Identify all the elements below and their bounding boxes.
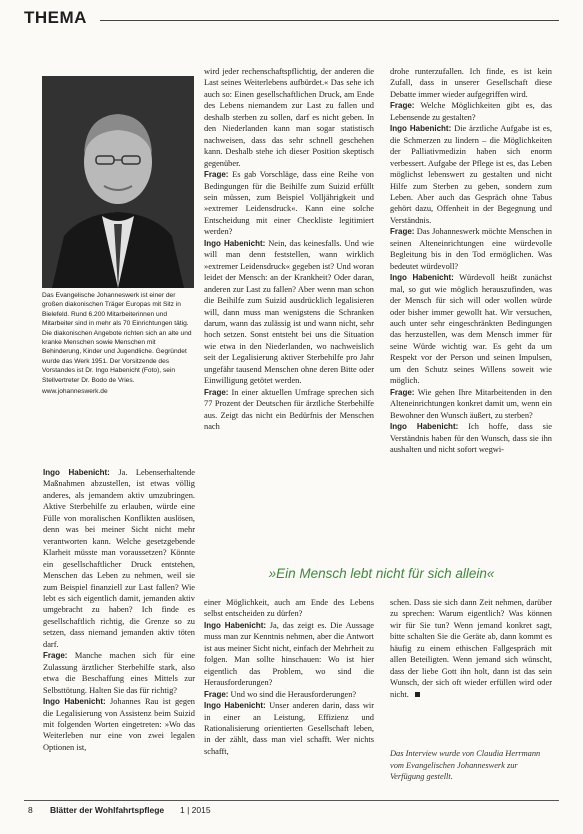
paragraph-text: In einer aktuellen Umfrage sprechen sich 77 Prozent der Deutschen für ärztliche Sterbehilfe aus. Zeigt das nicht ein Bedürfnis der Menschen nach — [204, 387, 374, 432]
paragraph-text: Ja, das zeigt es. Die Aussage muss man zur Kenntnis nehmen, aber die Antwort ist aus meiner Sicht nicht, einfach der Mehrheit zu folgen. Man sollte hinschauen: Wo ist hier eigentlich das Problem, wo sind die Herausforderungen? — [204, 620, 374, 688]
paragraph — [204, 66, 374, 169]
speaker-label: Frage: — [204, 170, 229, 180]
column-2-text — [204, 66, 374, 433]
speaker-label: Frage: — [204, 689, 229, 699]
speaker-label: Frage: — [390, 227, 415, 237]
column-2-lower-text — [204, 597, 374, 757]
paragraph-text: Ich hoffe, dass sie Verständnis haben für den Wunsch, dass sie ihn aushalten und nicht sofort wegwi- — [390, 422, 552, 454]
speaker-label: Frage: — [43, 651, 68, 661]
paragraph — [204, 620, 374, 689]
paragraph — [390, 66, 552, 100]
portrait-illustration — [42, 76, 194, 288]
paragraph-text: Nein, das keinesfalls. Und wie will man denn feststellen, wann wirklich »extremer Leidensdruck« gegeben ist? Und woran leidet der Mensch: an der Krankheit? Oder daran, anderen zur Last zu fallen? Aber wenn man schon die Beihilfe zum Suizid ausdrücklich legalisieren will, dann muss man wenigstens die Schranken darum, wann das zulässig ist und wann nicht, sehr hoch setzen. Sonst entsteht bei uns die Situation wie etwa in den Niederlanden, wo nachweislich seit der Legalisierung aktiver Sterbehilfe pro Jahr ungefähr tausend Menschen ohne deren Bitte oder Einwilligung getötet werden. — [204, 238, 374, 386]
paragraph — [204, 238, 374, 387]
paragraph-text: schen. Dass sie sich dann Zeit nehmen, darüber zu sprechen: Warum eigentlich? Was können wir für Sie tun? Wenn jemand konkret sagt, bitte schalten Sie die Geräte ab, dann kommt es häufig zu einem ethischen Fallgespräch mit allen Beteiligten. Wenn jemand sich wünscht, dass der liebe Gott ihn holt, dann ist das sein Wunsch, der sich oft wieder erfüllen wird oder nicht. — [390, 598, 552, 699]
paragraph-text: Die ärztliche Aufgabe ist es, die Schmerzen zu lindern – die Möglichkeiten der Palliativmedizin haben sich enorm verbessert. Aufgabe der Pflege ist es, das Leben möglichst lebenswert zu gestalten und nicht Hilfe zum Sterben zu geben, sondern zum Leben. Aber auch das Gespräch ohne Tabus gehört dazu, Offenheit in der Begegnung und Verständnis. — [390, 124, 552, 225]
speaker-label: Frage: — [390, 387, 415, 397]
speaker-label: Ingo Habenicht: — [43, 468, 110, 477]
portrait-photo — [42, 76, 194, 288]
paragraph-text: Es gab Vorschläge, dass eine Reihe von Bedingungen für die Beihilfe zum Suizid erfüllt sein müssen, zum Beispiel Volljährigkeit und »extremer Leidensdruck«. Kann eine solche Entscheidung mit einer Checkliste legitimiert werden? — [204, 170, 374, 237]
issue-number: 1 | 2015 — [180, 805, 211, 815]
page-number: 8 — [28, 805, 33, 815]
paragraph — [390, 597, 552, 700]
speaker-label: Frage: — [390, 101, 415, 111]
paragraph — [204, 169, 374, 238]
header-rule — [100, 20, 559, 21]
paragraph-text: einer Möglichkeit, auch am Ende des Lebens selbst entscheiden zu dürfen? — [204, 598, 374, 619]
column-3-lower-text — [390, 597, 552, 700]
column-1-text — [43, 467, 195, 753]
speaker-label: Frage: — [204, 387, 229, 397]
paragraph — [390, 226, 552, 272]
paragraph — [390, 387, 552, 421]
paragraph-text: Welche Möglichkeiten gibt es, das Lebensende zu gestalten? — [390, 101, 552, 122]
end-of-article-mark — [415, 692, 420, 697]
paragraph-text: drohe runterzufallen. Ich finde, es ist kein Zufall, dass in unserer Gesellschaft diese Debatte immer wieder aufgegriffen wird. — [390, 67, 552, 99]
paragraph — [390, 100, 552, 123]
journal-title: Blätter der Wohlfahrtspflege — [50, 805, 165, 815]
pull-quote: »Ein Mensch lebt nicht für sich allein« — [268, 566, 495, 581]
paragraph — [43, 650, 195, 696]
photo-caption — [42, 291, 194, 396]
paragraph — [204, 689, 374, 700]
caption-text: Das Evangelische Johanneswerk ist einer der großen diakonischen Träger Europas mit Sitz in Bielefeld. Rund 6.200 Mitarbeiterinnen und Mitarbeiter sind in mehr als 70 Einrichtungen tätig. Die diakonischen Angebote richten sich an alte und kranke Menschen sowie Menschen mit Behinderung, Kinder und Jugendliche. Gegründet wurde das Werk 1951. Der Vorsitzende des Vorstandes ist Dr. Ingo Habenicht (Foto), sein Stellvertreter Dr. Bodo de Vries. — [42, 292, 192, 384]
paragraph — [204, 597, 374, 620]
paragraph-text: Wie gehen Ihre Mitarbeitenden in den Alteneinrichtungen konkret damit um, wenn ein Bewohner den Wunsch äußert, zu sterben? — [390, 387, 552, 420]
paragraph-text: Das Johanneswerk möchte Menschen in seinen Alteneinrichtungen eine würdevolle Begleitung bis in den Tod ermöglichen. Was bedeutet würdevoll? — [390, 227, 552, 271]
journal-name — [50, 805, 164, 815]
paragraph — [390, 272, 552, 387]
speaker-label: Ingo Habenicht: — [390, 422, 459, 432]
paragraph — [204, 387, 374, 433]
paragraph — [43, 696, 195, 753]
section-title: THEMA — [24, 8, 87, 27]
paragraph — [390, 421, 552, 455]
speaker-label: Ingo Habenicht: — [204, 620, 267, 630]
column-3-text — [390, 66, 552, 455]
paragraph-text: Johannes Rau ist gegen die Legalisierung von Assistenz beim Suizid mit folgenden Worten eingetreten: »Wo das Weiterleben nur eine von zwei legalen Optionen ist, — [43, 697, 195, 752]
paragraph-text: wird jeder rechenschaftspflichtig, der anderen die Last seines Weiterlebens aufbürdet.« Das sehe ich auch so: Einen gesellschaftlichen Druck, am Ende des Lebens niemandem zur Last zu fallen und deshalb sterben zu sollen, darf es nicht geben. In den Niederlanden kann man sogar statistisch nachweisen, dass das sehr schnell geschehen kann. Deshalb stehe ich dieser Position skeptisch gegenüber. — [204, 67, 374, 168]
paragraph-text: Würdevoll heißt zunächst mal, so gut wie möglich herauszufinden, was der Mensch für sich will oder wollen würde oder bisher immer gewollt hat. Wir versuchen, auch unter sehr eingeschränkten Bedingungen das herzustellen, was dem Mensch immer für seine Würde wichtig war. Es geht da um Respekt vor der Person und seinen Impulsen, um den Schutz seines Willens soweit wie möglich. — [390, 273, 552, 386]
speaker-label: Ingo Habenicht: — [390, 273, 454, 283]
caption-website-link[interactable]: www.johanneswerk.de — [42, 388, 108, 396]
paragraph-text: Und wo sind die Herausforderungen? — [228, 689, 357, 699]
speaker-label: Ingo Habenicht: — [43, 697, 106, 707]
footer-rule — [24, 800, 559, 801]
paragraph-text: Manche machen sich für eine Zulassung ärztlicher Sterbehilfe stark, also etwa die Beschaffung eines Mittels zur Selbsttötung. Halten Sie das für richtig? — [43, 651, 195, 695]
paragraph — [43, 467, 195, 650]
interview-credit: Das Interview wurde von Claudia Herrmann vom Evangelischen Johanneswerk zur Verfügung gestellt. — [390, 749, 541, 781]
paragraph — [204, 700, 374, 757]
paragraph-text: Ja. Lebenserhaltende Maßnahmen abzustellen, ist etwas völlig anderes, als jemandem aktiv umzubringen. Aktive Sterbehilfe zu erlauben, würde eine Fülle von moralischen Konflikten auslösen, denn was bei meiner Sicht nicht mehr verantworten kann. Welche gesetzgebende Klarheit müsste man voraussetzen? Könnte ein gesellschaftlicher Druck entstehen, Menschen das Leben zu nehmen, weil sie zum Beispiel finanziell zur Last fallen? Wie lebt es sich eigentlich damit, jemanden aktiv umgebracht zu haben? Ich finde es gesellschaftlich richtig, die Grenze so zu setzen, dass niemand jemanden aktiv töten darf. — [43, 468, 195, 649]
speaker-label: Ingo Habenicht: — [390, 124, 452, 134]
paragraph-text: Unser anderen darin, dass wir in einer an Leistung, Effizienz und Rationalisierung orientierten Gesellschaft leben, in der zählt, dass man viel schafft. Wer nichts schafft, — [204, 701, 374, 756]
speaker-label: Ingo Habenicht: — [204, 238, 266, 248]
speaker-label: Ingo Habenicht: — [204, 701, 266, 711]
paragraph — [390, 123, 552, 226]
